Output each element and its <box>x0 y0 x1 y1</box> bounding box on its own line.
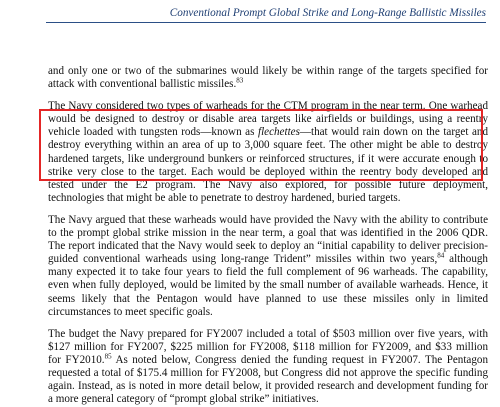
text-line: circumstances to meet specific goals. <box>48 305 213 318</box>
footnote-marker-85[interactable]: 85 <box>104 352 112 361</box>
text-line: requested a total of $175.4 million for FY2008, but Congress did not approve the specific funding <box>48 366 488 379</box>
paragraph-navy-argued <box>48 214 488 319</box>
text-line-start: for FY2010. <box>48 353 105 366</box>
text-line-end: —that would rain down on the target and <box>299 126 488 139</box>
text-line: seems likely that the Pentagon would have planned to use these missiles only in limited <box>48 292 488 305</box>
text-line: would be designed to destroy or disable area targets like airfields or buildings, using a reentry <box>48 113 488 126</box>
paragraph-submarines <box>48 65 488 91</box>
text-line: hardened targets, like underground bunkers or reinforced structures, if it were accurate enough to <box>48 152 488 165</box>
text-line: The budget the Navy prepared for FY2007 included a total of $503 million over five years, with <box>48 327 488 340</box>
text-line: guided conventional warheads using long-range Trident” missiles within two years, <box>48 253 438 266</box>
text-line: and only one or two of the submarines would likely be within range of the targets specified for <box>48 65 488 77</box>
text-line-start: vehicle loaded with tungsten rods—known as <box>48 126 258 139</box>
text-line: strike very close to the target. Each would be deployed within the reentry body developed and <box>48 165 488 178</box>
text-line: destroy everything within an area of up to 3,000 square feet. The other might be able to destroy <box>48 139 488 152</box>
italic-term-flechettes: flechettes <box>258 126 300 139</box>
text-line-end: although <box>444 253 488 266</box>
header-divider <box>46 22 486 23</box>
text-line: tested under the E2 program. The Navy also explored, for possible future deployment, <box>48 178 488 191</box>
text-line: a more general category of “prompt global strike” initiatives. <box>48 393 319 406</box>
footnote-marker-83[interactable]: 83 <box>236 76 244 85</box>
text-line: The report indicated that the Navy would seek to deploy an “initial capability to deliver precision- <box>48 240 488 253</box>
text-line: The Navy argued that these warheads would have provided the Navy with the ability to contribute <box>48 213 488 226</box>
highlight-annotation-box <box>39 109 483 181</box>
text-line: $127 million for FY2007, $225 million for FY2008, $118 million for FY2009, and $33 million <box>48 340 488 353</box>
text-line: to the prompt global strike mission in the near term, a goal that was identified in the 2006 QDR. <box>48 227 488 240</box>
text-line: again. Instead, as is noted in more detail below, it provided research and development funding for <box>48 380 488 393</box>
running-header-title: Conventional Prompt Global Strike and Long-Range Ballistic Missiles <box>169 7 486 19</box>
text-line: even when fully deployed, would be limited by the small number of available warheads. Hence, it <box>48 279 488 292</box>
text-line: many expected it to take four years to field the full complement of 96 warheads. The capability, <box>48 266 488 279</box>
paragraph-budget <box>48 328 488 407</box>
footnote-marker-84[interactable]: 84 <box>437 251 445 260</box>
text-line: The Navy considered two types of warheads for the CTM program in the near term. One warhead <box>48 100 488 113</box>
text-line: technologies that might be able to penetrate to destroy hardened, buried targets. <box>48 191 401 204</box>
text-line-end: As noted below, Congress denied the funding request in FY2007. The Pentagon <box>111 353 488 366</box>
text-line: attack with conventional ballistic missiles. <box>48 78 237 91</box>
